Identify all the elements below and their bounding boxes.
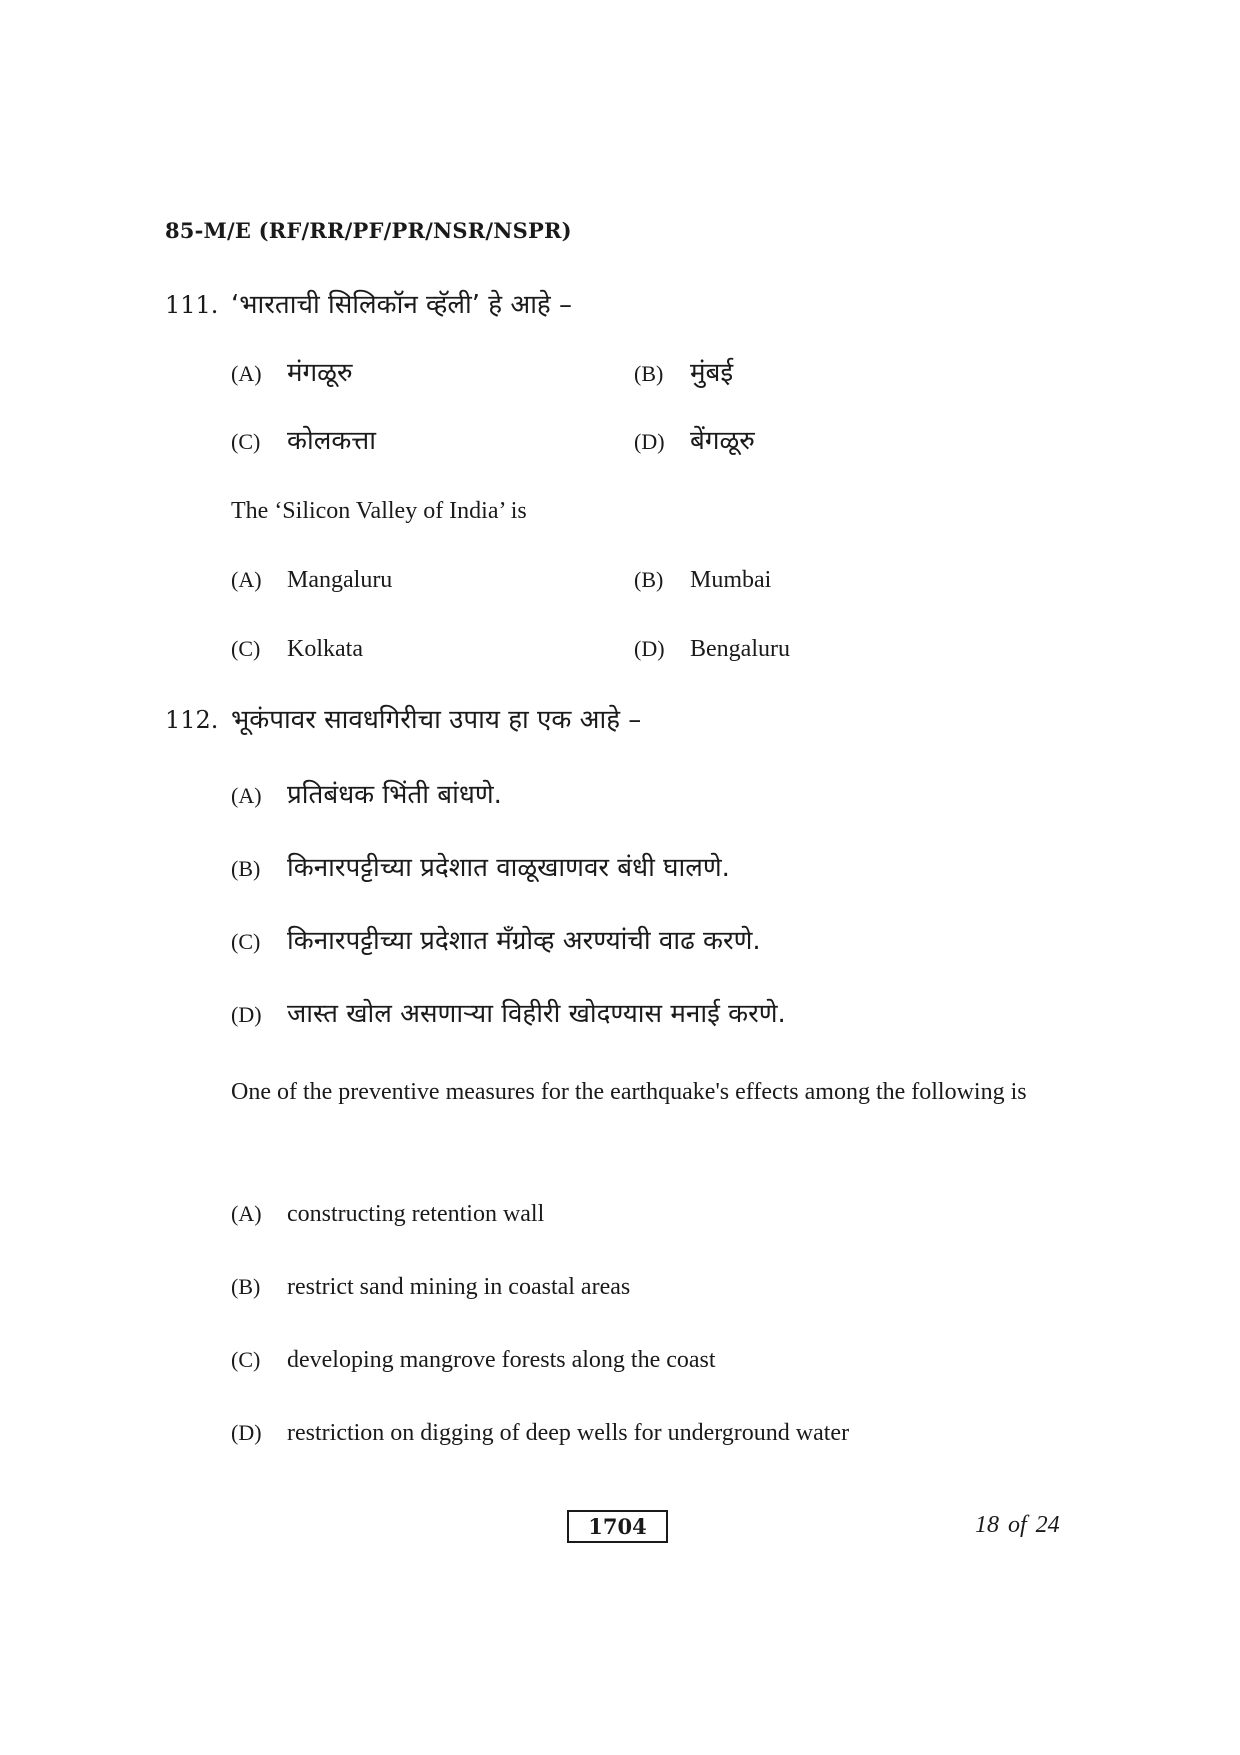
question-111-marathi [165, 285, 572, 321]
option-text: restrict sand mining in coastal areas [287, 1274, 631, 1300]
q112-option-b-mr [231, 848, 730, 884]
option-text: मंगळूरु [287, 358, 353, 388]
question-112-english: One of the preventive measures for the earthquake's effects among the following is [231, 1079, 1027, 1105]
option-letter: (D) [231, 1002, 262, 1027]
option-text: जास्त खोल असणाऱ्या विहीरी खोदण्यास मनाई करणे. [287, 999, 786, 1029]
q111-option-a-mr [231, 353, 353, 389]
q112-option-a-en [231, 1201, 544, 1228]
option-text: Bengaluru [690, 636, 790, 662]
paper-code-header: 85-M/E (RF/RR/PF/PR/NSR/NSPR) [165, 218, 572, 243]
q112-option-c-en [231, 1347, 716, 1374]
option-letter: (C) [231, 929, 261, 954]
option-letter: (A) [231, 783, 262, 808]
option-text: कोलकत्ता [287, 426, 376, 456]
option-letter: (C) [231, 429, 261, 454]
question-number: 112. [165, 706, 219, 734]
question-text-marathi: भूकंपावर सावधगिरीचा उपाय हा एक आहे – [231, 705, 642, 735]
question-number: 111. [165, 291, 219, 319]
option-letter: (B) [634, 567, 664, 592]
option-text: बेंगळूरु [690, 426, 755, 456]
option-text: प्रतिबंधक भिंती बांधणे. [287, 780, 502, 810]
option-text: मुंबई [690, 358, 734, 388]
q111-option-a-en [231, 567, 392, 594]
option-text: Mangaluru [287, 567, 393, 593]
q112-option-d-en [231, 1420, 849, 1447]
q112-option-b-en [231, 1274, 630, 1301]
option-letter: (B) [634, 361, 664, 386]
option-text: restriction on digging of deep wells for underground water [287, 1420, 850, 1446]
option-text: constructing retention wall [287, 1201, 545, 1227]
q112-option-d-mr [231, 994, 786, 1030]
q111-option-c-en [231, 636, 363, 663]
question-text-marathi: ‘भारताची सिलिकॉन व्हॅली’ हे आहे – [231, 290, 572, 320]
option-text: किनारपट्टीच्या प्रदेशात वाळूखाणवर बंधी घालणे. [287, 853, 730, 883]
option-letter: (C) [231, 636, 261, 661]
q111-option-b-en [634, 567, 771, 594]
page-number: 18 of 24 [975, 1512, 1060, 1538]
option-text: किनारपट्टीच्या प्रदेशात मँग्रोव्ह अरण्यांची वाढ करणे. [287, 926, 761, 956]
q111-option-c-mr [231, 421, 376, 457]
option-text: Kolkata [287, 636, 363, 662]
q112-option-a-mr [231, 775, 502, 811]
option-letter: (D) [231, 1420, 262, 1445]
option-letter: (D) [634, 636, 665, 661]
q111-option-d-en [634, 636, 790, 663]
option-letter: (A) [231, 1201, 262, 1226]
option-text: Mumbai [690, 567, 772, 593]
question-112-marathi [165, 700, 641, 736]
q111-option-b-mr [634, 353, 733, 389]
option-letter: (B) [231, 1274, 261, 1299]
option-letter: (A) [231, 361, 262, 386]
booklet-code-box: 1704 [567, 1510, 668, 1543]
option-letter: (D) [634, 429, 665, 454]
option-letter: (B) [231, 856, 261, 881]
q112-option-c-mr [231, 921, 761, 957]
q111-option-d-mr [634, 421, 755, 457]
option-text: developing mangrove forests along the coast [287, 1347, 716, 1373]
option-letter: (A) [231, 567, 262, 592]
option-letter: (C) [231, 1347, 261, 1372]
question-111-english: The ‘Silicon Valley of India’ is [231, 498, 527, 524]
